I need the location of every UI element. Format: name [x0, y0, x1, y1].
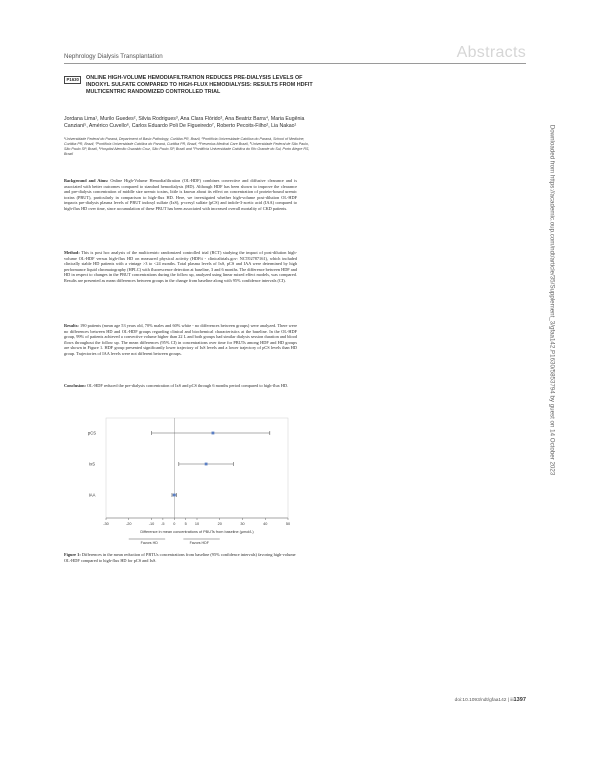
figure-caption	[64, 552, 297, 563]
affiliations: ¹Universidade Federal do Paraná, Department of Basic Pathology, Curitiba PR, Brazil, ²Pontifícia Universidade Católica do Paraná, School of Medicine, Curitiba PR, Brazil, ³Pontifícia Universidade Católica do Paraná, Curitiba PR, Brazil, ⁴Fresenius Medical Care Brazil, ⁵Universidade Federal de São Paulo, São Paulo SP, Brazil, ⁶Hospital Alemão Oswaldo Cruz, São Paulo SP, Brazil and ⁷Pontifícia Universidade Católica do Rio Grande do Sul, Porto Alegre RS, Brazil	[64, 137, 310, 156]
roman-page: iii	[510, 698, 514, 703]
x-tick-label: -20	[126, 522, 132, 526]
x-tick-label: 40	[263, 522, 268, 526]
download-notice: Downloaded from https://academic.oup.com/ndt/article/35/Supplement_3/gfaa142.P1630/5853794 by guest on 14 October 2023	[548, 124, 556, 476]
favours-left-label: Favors HD	[140, 541, 158, 545]
footer-citation	[455, 697, 526, 703]
background-text: Online High-Volume Hemodiafiltration (OL-HDF) combines convective and diffusive clearance and is associated with better outcomes compared to standard hemodialysis (HD). Although HDF has been shown to improve the clearance and pre-dialysis concentration of middle size uremic toxins, little is known about its effect on concentration of protein-bound uremic toxins (PBUT), particularly in comparison to high-flux HD. Here, we investigated whether high-volume post-dilution OL-HDF impacts pre-dialysis plasma levels of PBUT indoxyl sulfate (IxS), p-cresyl sulfate (pCS) and indole-3-acetic acid (IAA) compared to high-flux HD over time, since accumulation of these PBUT has been associated with increased overall mortality of CKD patients.	[64, 178, 297, 211]
journal-name: Nephrology Dialysis Transplantation	[64, 53, 163, 60]
point-estimate	[212, 432, 215, 435]
point-estimate	[205, 463, 208, 466]
x-tick-label: -10	[148, 522, 155, 526]
category-label: pCS	[87, 430, 97, 436]
x-tick-label: 50	[285, 522, 291, 526]
x-tick-label: 20	[217, 522, 222, 526]
category-label: IAA	[88, 492, 96, 498]
x-tick-label: 30	[240, 522, 245, 526]
section-heading: Abstracts	[456, 44, 526, 61]
method-label: Method:	[64, 250, 80, 255]
conclusion-text: OL-HDF reduced the pre-dialysis concentration of IxS and pCS through 6 months period compared to high-flux HD.	[87, 383, 289, 388]
abstract-id: P1630	[64, 76, 81, 84]
page-number: 1397	[513, 697, 526, 703]
point-estimate	[173, 494, 176, 497]
abstract-title: ONLINE HIGH-VOLUME HEMODIAFILTRATION REDUCES PRE-DIALYSIS LEVELS OF INDOXYL SULFATE COMPARED TO HIGH-FLUX HEMODIALYSIS: RESULTS FROM HDFIT MULTICENTRIC RANDOMIZED CONTROLLED TRIAL	[86, 75, 313, 95]
results-label: Results:	[64, 323, 79, 328]
author-list: Jordana Lima¹, Murilo Guedes², Silvia Rodrigues³, Ana Clara Flórido³, Ana Beatriz Barra⁴, Maria Eugênia Canziani⁵, Américo Cuvello⁶, Carlos Eduardo Poli De Figueiredo⁷, Roberto Pecoits-Filho², Lia Nakao¹	[64, 116, 305, 129]
figure-caption-text: Differences in the mean reduction of PBTUs concentrations from baseline (95% confidence intervals) favoring high-volume OL-HDF compared to high-flux HD for pCS and IxS.	[64, 552, 296, 563]
x-tick-label: -5	[161, 522, 165, 526]
favours-right-label: Favors HDF	[189, 541, 209, 545]
x-tick-label: 10	[194, 522, 200, 526]
results-paragraph	[64, 323, 297, 357]
background-paragraph	[64, 178, 297, 212]
conclusion-label: Conclusion:	[64, 383, 86, 388]
x-tick-label: 0	[173, 522, 176, 526]
doi-text: doi:10.1093/ndt/gfaa142 |	[454, 698, 511, 703]
abstract-header	[66, 75, 318, 96]
method-paragraph	[64, 250, 297, 284]
forest-plot	[80, 398, 300, 548]
background-label: Background and Aims:	[64, 178, 109, 183]
conclusion-paragraph	[64, 383, 297, 389]
results-text: 190 patients (mean age 53 years old, 70% males and 60% white - no differences between groups) were analyzed. There were no differences between HD and OL-HDF groups regarding clinical and biochemical characteristics at the baseline. In the OL-HDF group, 99% of patients achieved a convective volume higher than 22 L and both groups had similar dialysis session duration and blood flows throughout the follow up. The mean differences (95% CI) in concentrations over time for PBUTs among HDF and HD groups are shown in Figure 1. HDF group presented significantly lower trajectory of IxS levels and a lower trajectory of pCS levels than HD group. Trajectories of IAA levels were not different between groups.	[64, 323, 297, 356]
category-label: IxS	[88, 461, 96, 467]
x-tick-label: -30	[103, 522, 109, 526]
x-axis-label: Difference in mean concentrations of PBUTs from baseline (µmol/L)	[140, 530, 254, 534]
method-text: This is post hoc analysis of the multicentric randomized controlled trial (RCT) studying the impact of post-dilution high-volume OL-HDF versus high-flux HD on measured physical activity (HDFit - clinicaltrials.gov: NCT02787161), which included clinically stable HD patients with a vintage >3 to <24 months. Total plasma levels of IxS, pCS and IAA were determined by high performance liquid chromatography (HPLC) with fluorescence detection at baseline, 3 and 6 months. The difference between HDF and HD in respect to changes in the PBUT concentrations during the follow up, analyzed using linear mixed effect models, was compared. Results are presented as mean differences between groups in the change from baseline along with 95% confidence intervals (CI).	[64, 250, 297, 283]
figure-caption-label: Figure 1:	[64, 552, 81, 557]
header-divider	[64, 63, 526, 64]
x-tick-label: 5	[184, 522, 187, 526]
forest-plot-figure	[80, 398, 300, 548]
